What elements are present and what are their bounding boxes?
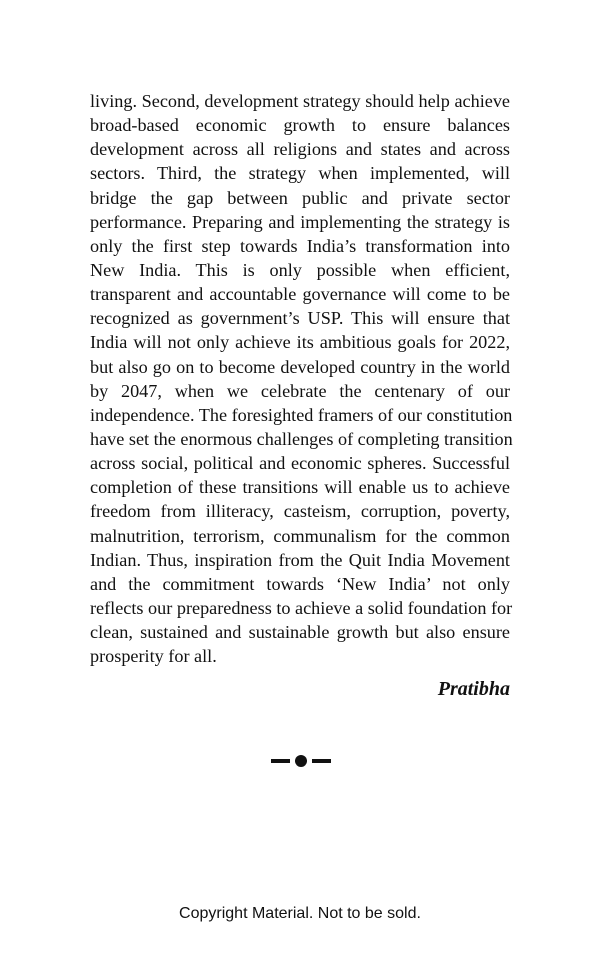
paragraph-line: Indian. Thus, inspiration from the Quit India Movement (90, 549, 510, 570)
paragraph-line: living. Second, development strategy should help achieve (90, 91, 510, 111)
separator-dash-right (312, 759, 331, 763)
paragraph-line: reflects our preparedness to achieve a solid foundation for (90, 597, 513, 618)
paragraph-line: malnutrition, terrorism, communalism for the common (90, 525, 510, 546)
paragraph-line: completion of these transitions will enable us to achieve (90, 477, 510, 498)
author-signature: Pratibha (437, 678, 510, 700)
paragraph-line: performance. Preparing and implementing the strategy is (90, 211, 510, 232)
paragraph-line: New India. This is only possible when efficient, (90, 259, 510, 280)
paragraph-line: broad-based economic growth to ensure balances (90, 115, 510, 136)
separator-dash-left (271, 759, 290, 763)
paragraph-line: recognized as government’s USP. This will ensure that (90, 308, 510, 329)
section-separator-icon (271, 754, 331, 768)
paragraph-line: sectors. Third, the strategy when implemented, will (90, 163, 510, 184)
paragraph-line: only the first step towards India’s transformation into (90, 235, 510, 256)
paragraph-line: bridge the gap between public and private sector (90, 187, 510, 208)
paragraph-line: development across all religions and states and across (90, 139, 510, 160)
paragraph-line: prosperity for all. (90, 646, 217, 667)
paragraph-line: independence. The foresighted framers of our constitution (90, 404, 513, 425)
paragraph-line: by 2047, when we celebrate the centenary of our (90, 380, 510, 401)
paragraph-line: have set the enormous challenges of completing transition (90, 428, 513, 449)
body-paragraph (90, 89, 513, 668)
paragraph-line: and the commitment towards ‘New India’ not only (90, 573, 510, 594)
paragraph-line: India will not only achieve its ambitious goals for 2022, (90, 332, 510, 353)
paragraph-line: across social, political and economic spheres. Successful (90, 453, 510, 474)
paragraph-line: clean, sustained and sustainable growth but also ensure (90, 622, 510, 643)
separator-dot (295, 755, 307, 767)
paragraph-line: but also go on to become developed country in the world (90, 356, 510, 377)
paragraph-line: transparent and accountable governance will come to be (90, 284, 510, 305)
paragraph-line: freedom from illiteracy, casteism, corruption, poverty, (90, 501, 510, 522)
copyright-footer: Copyright Material. Not to be sold. (179, 905, 421, 922)
